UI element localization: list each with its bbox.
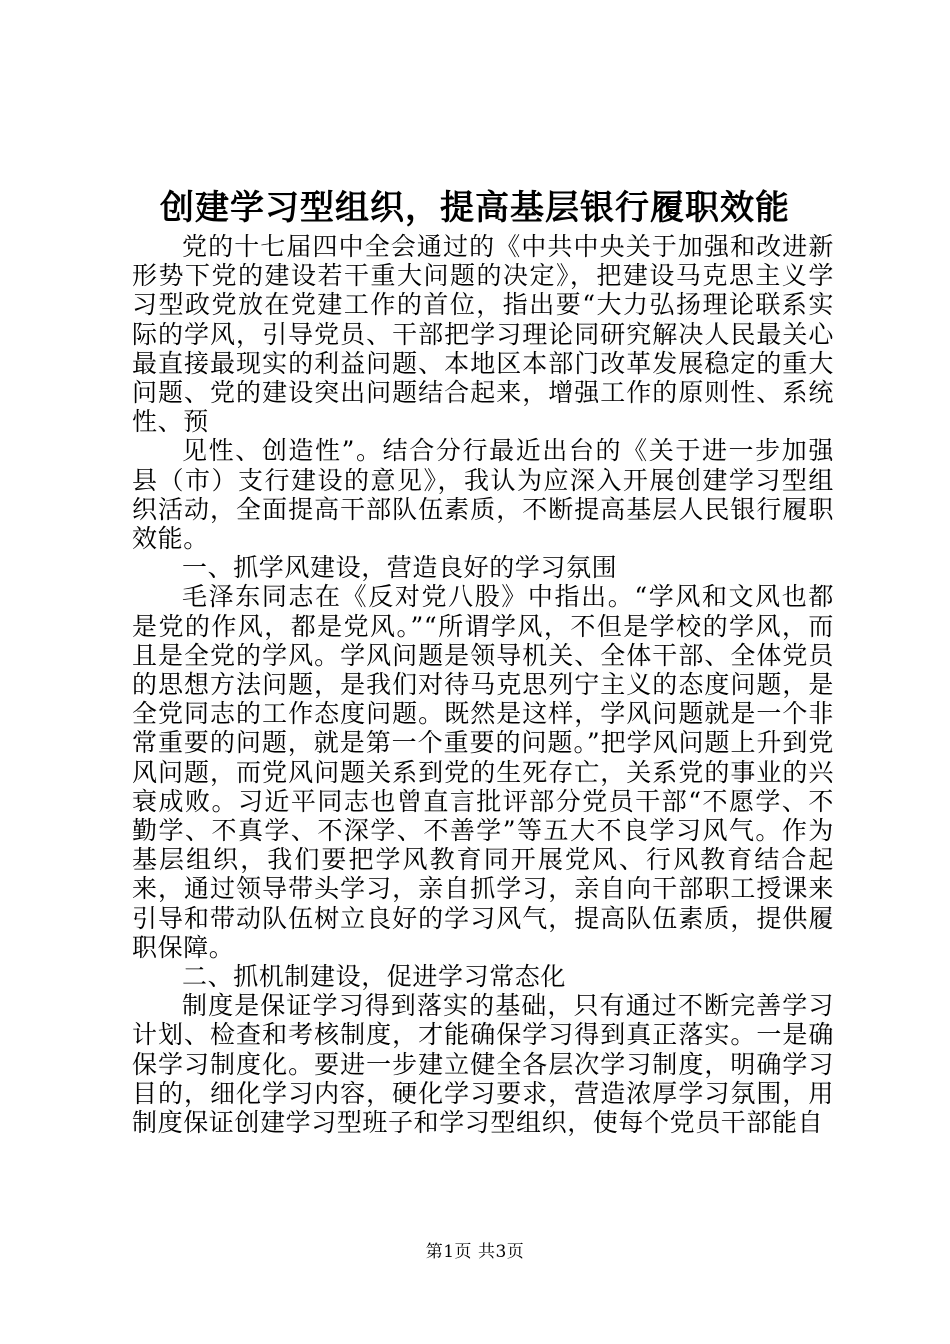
paragraph-section-2: 制度是保证学习得到落实的基础，只有通过不断完善学习计划、检查和考核制度，才能确保学习得到真正落实。一是确保学习制度化。要进一步建立健全各层次学习制度，明确学习目的，细化学习内容，硬化学习要求，营造浓厚学习氛围，用制度保证创建学习型班子和学习型组织，使每个党员干部能自 (132, 991, 834, 1138)
paragraph-intro-continued: 见性、创造性”。结合分行最近出台的《关于进一步加强县（市）支行建设的意见》，我认为应深入开展创建学习型组织活动，全面提高干部队伍素质，不断提高基层人民银行履职效能。 (132, 436, 834, 554)
document-title: 创建学习型组织，提高基层银行履职效能 (160, 188, 790, 228)
section-heading-1: 一、抓学风建设，营造良好的学习氛围 (182, 553, 618, 583)
page-number-footer: 第1页 共3页 (425, 1242, 525, 1262)
section-heading-2: 二、抓机制建设，促进学习常态化 (182, 962, 567, 992)
paragraph-intro: 党的十七届四中全会通过的《中共中央关于加强和改进新形势下党的建设若干重大问题的决定》，把建设马克思主义学习型政党放在党建工作的首位，指出要“大力弘扬理论联系实际的学风，引导党员、干部把学习理论同研究解决人民最关心最直接最现实的利益问题、本地区本部门改革发展稳定的重大问题、党的建设突出问题结合起来，增强工作的原则性、系统性、预 (132, 232, 834, 437)
paragraph-section-1: 毛泽东同志在《反对党八股》中指出。“学风和文风也都是党的作风，都是党风。”“所谓学风，不但是学校的学风，而且是全党的学风。学风问题是领导机关、全体干部、全体党员的思想方法问题，是我们对待马克思列宁主义的态度问题，是全党同志的工作态度问题。既然是这样，学风问题就是一个非常重要的问题，就是第一个重要的问题。”把学风问题上升到党风问题，而党风问题关系到党的生死存亡，关系党的事业的兴衰成败。习近平同志也曾直言批评部分党员干部“不愿学、不勤学、不真学、不深学、不善学”等五大不良学习风气。作为基层组织，我们要把学风教育同开展党风、行风教育结合起来，通过领导带头学习，亲自抓学习，亲自向干部职工授课来引导和带动队伍树立良好的学习风气，提高队伍素质，提供履职保障。 (132, 582, 834, 962)
document-body (132, 232, 834, 1137)
